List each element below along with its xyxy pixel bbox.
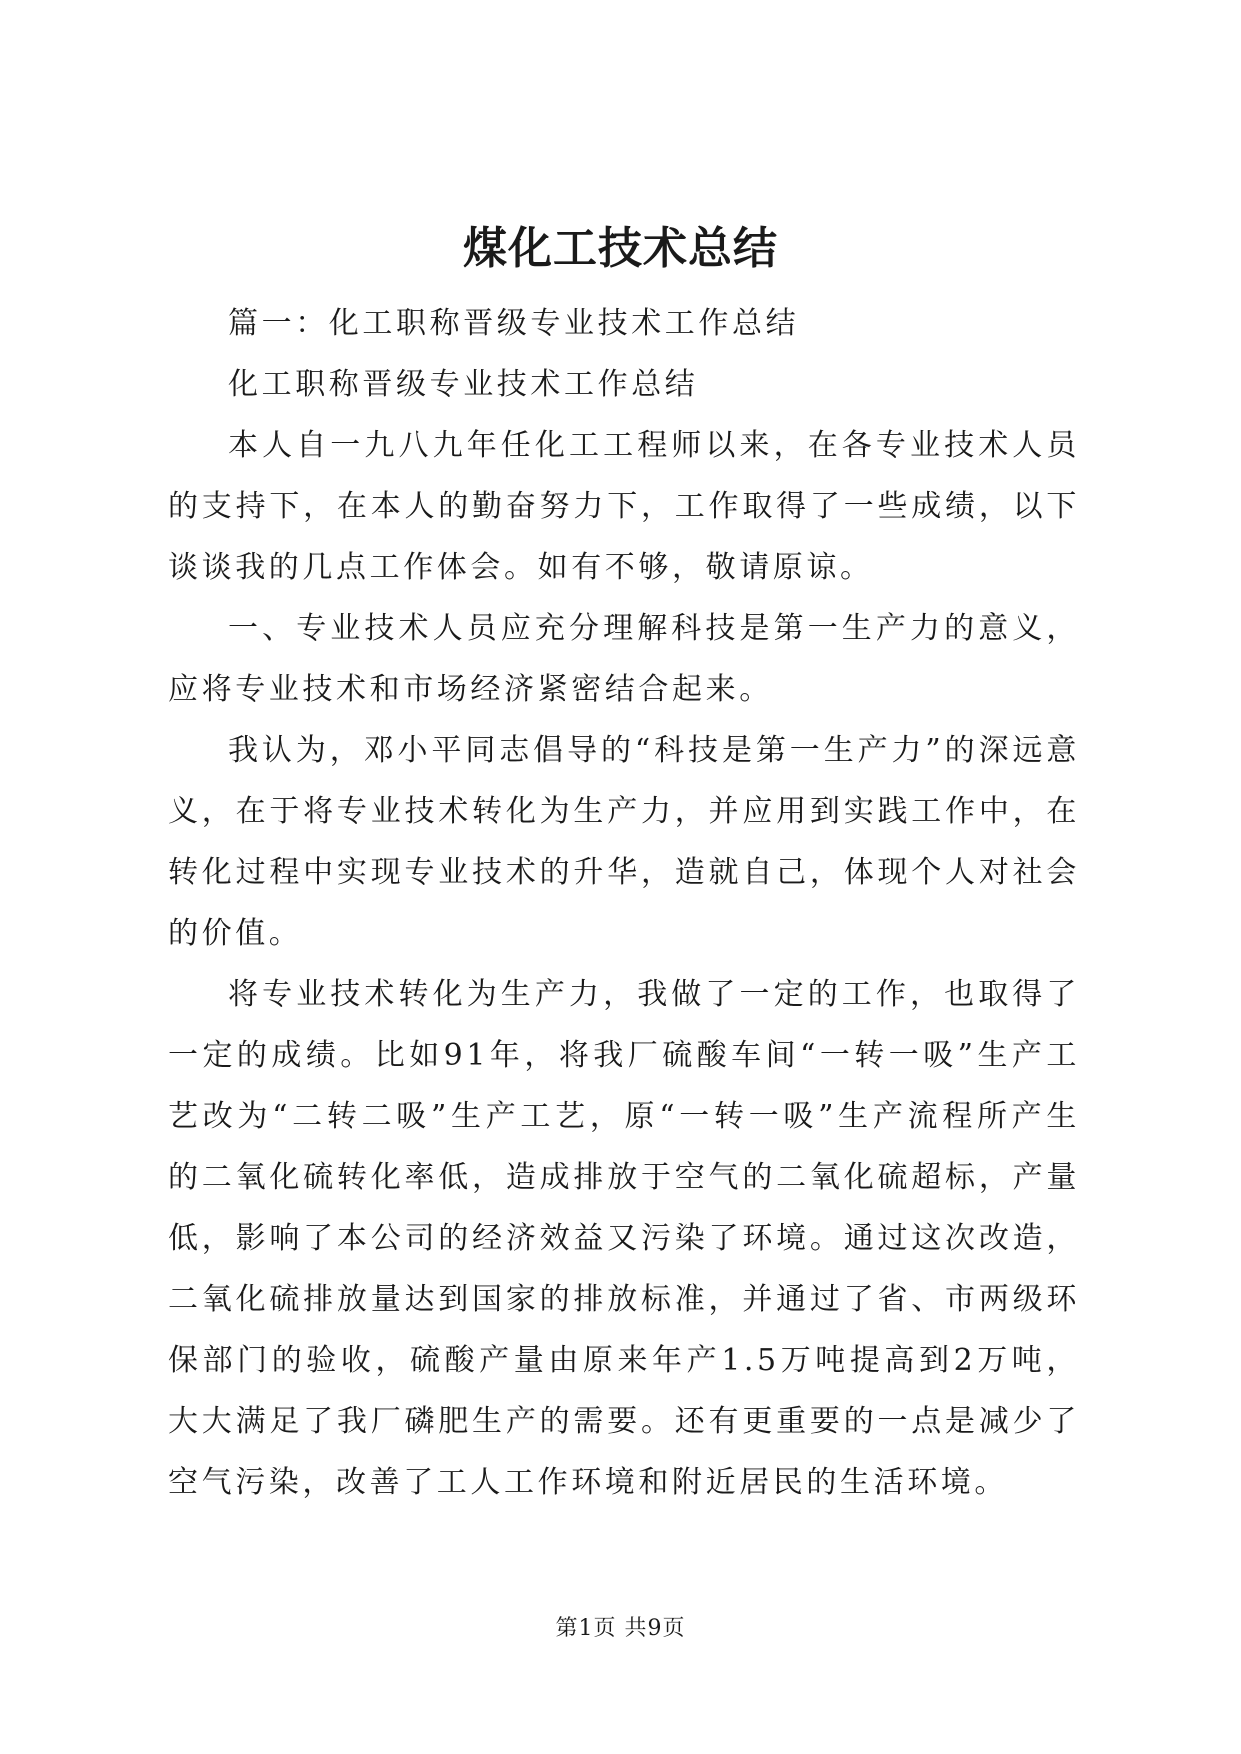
section-heading: 篇一：化工职称晋级专业技术工作总结 — [228, 306, 800, 341]
paragraph-view: 我认为，邓小平同志倡导的“科技是第一生产力”的深远意义，在于将专业技术转化为生产力，并应用到实践工作中，在转化过程中实现专业技术的升华，造就自己，体现个人对社会的价值。 — [168, 733, 1080, 951]
subtitle: 化工职称晋级专业技术工作总结 — [228, 367, 699, 402]
document-title: 煤化工技术总结 — [463, 223, 778, 274]
page-footer: 第1页 共9页 — [555, 1616, 686, 1641]
document-body — [168, 293, 1080, 1513]
paragraph-point-one: 一、专业技术人员应充分理解科技是第一生产力的意义，应将专业技术和市场经济紧密结合起来。 — [168, 611, 1080, 707]
paragraph-example: 将专业技术转化为生产力，我做了一定的工作，也取得了一定的成绩。比如91年，将我厂硫酸车间“一转一吸”生产工艺改为“二转二吸”生产工艺，原“一转一吸”生产流程所产生的二氧化硫转化率低，造成排放于空气的二氧化硫超标，产量低，影响了本公司的经济效益又污染了环境。通过这次改造，二氧化硫排放量达到国家的排放标准，并通过了省、市两级环保部门的验收，硫酸产量由原来年产1.5万吨提高到2万吨，大大满足了我厂磷肥生产的需要。还有更重要的一点是减少了空气污染，改善了工人工作环境和附近居民的生活环境。 — [168, 977, 1080, 1500]
paragraph-intro: 本人自一九八九年任化工工程师以来，在各专业技术人员的支持下，在本人的勤奋努力下，工作取得了一些成绩，以下谈谈我的几点工作体会。如有不够，敬请原谅。 — [168, 428, 1080, 585]
